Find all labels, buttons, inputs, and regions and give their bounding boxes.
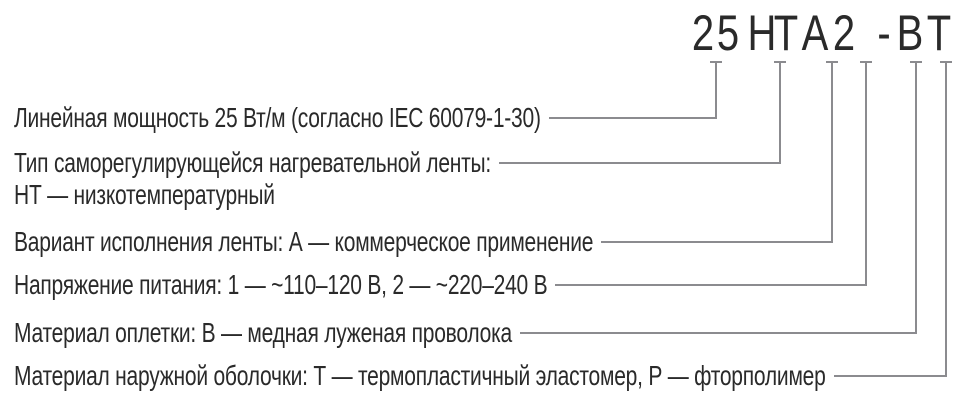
connector-vline bbox=[831, 62, 833, 243]
connector-hline bbox=[499, 162, 781, 164]
legend-text: НТ — низкотемпературный bbox=[14, 179, 275, 210]
connector-hline bbox=[834, 375, 947, 377]
legend-text: Линейная мощность 25 Вт/м (согласно IEC 60079-1-30) bbox=[14, 102, 541, 133]
code-char: B bbox=[896, 5, 924, 61]
legend-row bbox=[14, 180, 275, 210]
code-char: 5 bbox=[716, 5, 740, 61]
legend-row bbox=[14, 148, 781, 178]
legend-text: Материал оплетки: В — медная луженая проволока bbox=[14, 317, 512, 348]
legend-row bbox=[14, 361, 947, 391]
code-char: 2 bbox=[691, 5, 715, 61]
legend-row bbox=[14, 227, 833, 257]
code-char: 2 bbox=[832, 5, 856, 61]
connector-vline bbox=[945, 62, 947, 377]
connector-vline bbox=[915, 62, 917, 334]
legend-text: Тип саморегулирующейся нагревательной ленты: bbox=[14, 147, 492, 178]
legend-row bbox=[14, 103, 717, 133]
legend-row bbox=[14, 270, 867, 300]
legend-text: Напряжение питания: 1 — ~110–120 В, 2 — ~220–240 В bbox=[14, 269, 548, 300]
code-char: H bbox=[747, 5, 777, 61]
code-char: - bbox=[877, 5, 891, 61]
legend-text: Вариант исполнения ленты: А — коммерческое применение bbox=[14, 226, 594, 257]
connector-hline bbox=[555, 284, 867, 286]
connector-vline bbox=[865, 62, 867, 286]
code-char: T bbox=[926, 5, 952, 61]
connector-hline bbox=[520, 332, 917, 334]
connector-hline bbox=[549, 117, 717, 119]
legend-row bbox=[14, 318, 917, 348]
code-char: A bbox=[801, 5, 829, 61]
connector-hline bbox=[601, 241, 833, 243]
legend-text: Материал наружной оболочки: Т — термопластичный эластомер, Р — фторполимер bbox=[14, 360, 826, 391]
code-char: T bbox=[773, 5, 799, 61]
